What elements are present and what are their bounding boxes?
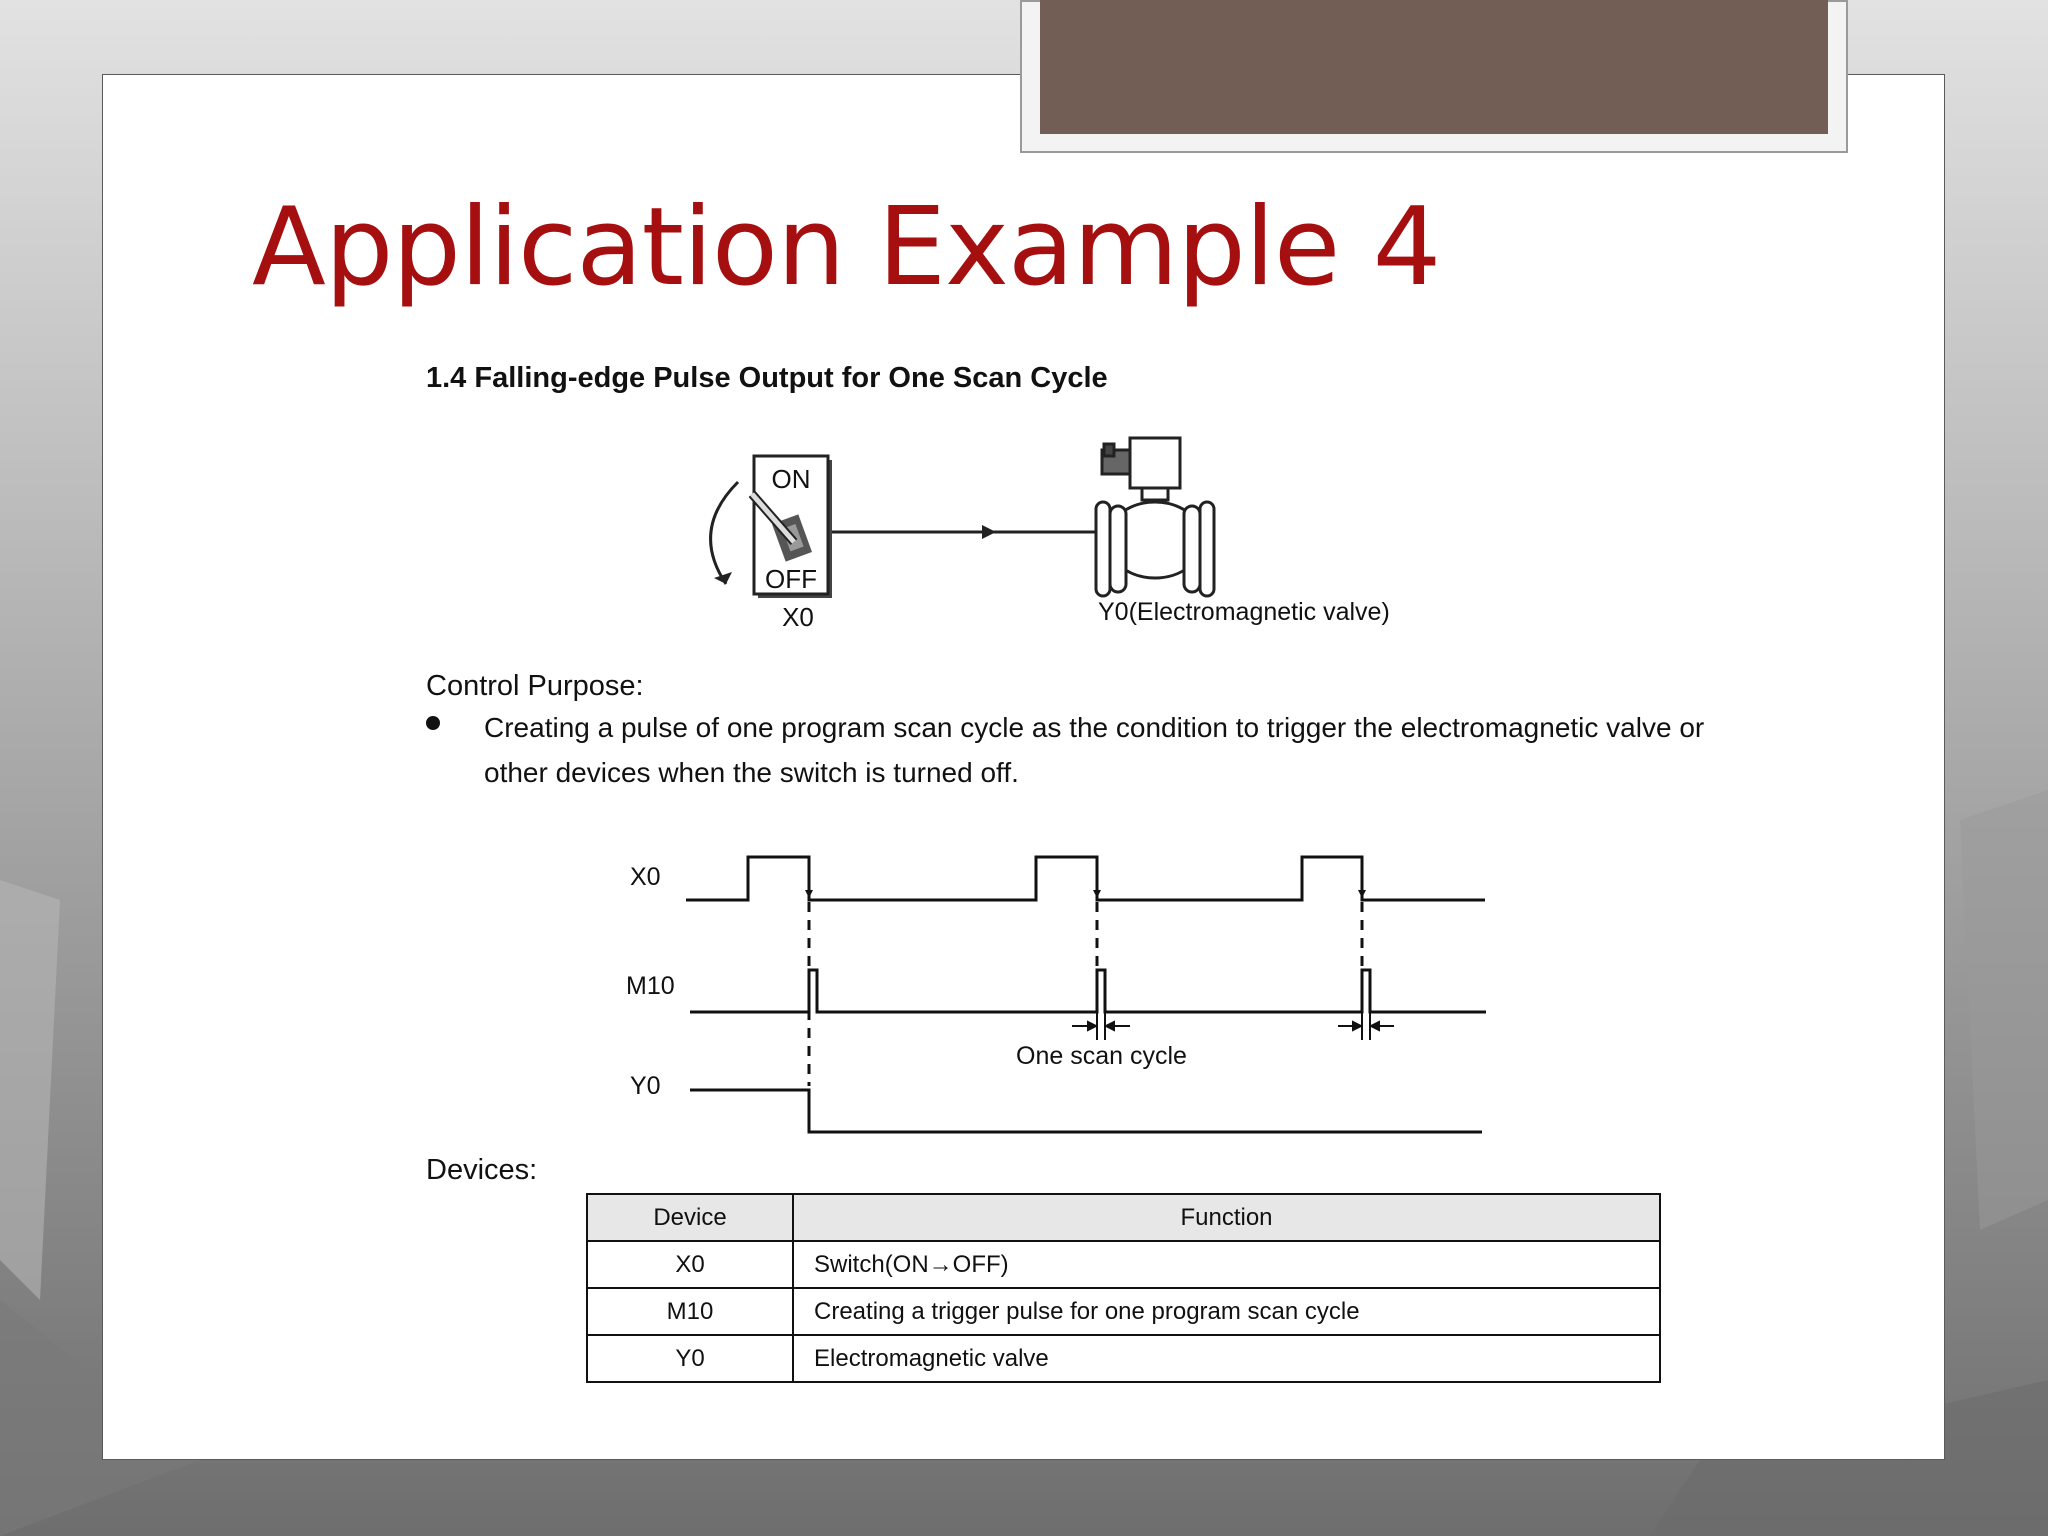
falling-edge-arrow-3: [1358, 890, 1366, 898]
signal-label-x0: X0: [630, 863, 661, 891]
devices-table: [586, 1193, 1661, 1383]
function-cell: Electromagnetic valve: [793, 1335, 1660, 1382]
slide-title: Application Example 4: [252, 185, 1441, 310]
signal-label-m10: M10: [626, 972, 675, 1000]
devices-heading: Devices:: [426, 1154, 538, 1186]
y0-waveform: [690, 1090, 1482, 1132]
timing-diagram: [610, 840, 1500, 1140]
signal-label-y0: Y0: [630, 1072, 661, 1100]
connection-arrowhead: [982, 525, 996, 539]
switch-valve-illustration: [690, 430, 1450, 640]
falling-edge-arrow-2: [1093, 890, 1101, 898]
control-purpose-heading: Control Purpose:: [426, 670, 644, 702]
falling-edge-arrows: [805, 890, 1366, 898]
scan-cycle-markers: [1072, 975, 1394, 1040]
x0-waveform: [686, 857, 1485, 900]
column-header-function: Function: [793, 1194, 1660, 1241]
function-cell: Switch(ON→OFF): [793, 1241, 1660, 1288]
column-header-device: Device: [587, 1194, 793, 1241]
falling-edge-arrow-1: [805, 890, 813, 898]
rotation-arrowhead: [714, 572, 732, 584]
table-row: [587, 1288, 1660, 1335]
rotation-arrow: [711, 482, 738, 584]
valve-label: Y0(Electromagnetic valve): [1098, 598, 1390, 626]
valve-icon: [1096, 438, 1214, 596]
table-header-row: [587, 1194, 1660, 1241]
bullet-icon: [426, 716, 440, 730]
section-heading: 1.4 Falling-edge Pulse Output for One Scan Cycle: [426, 362, 1108, 394]
device-cell: Y0: [587, 1335, 793, 1382]
control-purpose-line-2: other devices when the switch is turned off.: [484, 757, 1019, 788]
switch-off-label: OFF: [765, 564, 817, 594]
title-tab-accent: [1040, 0, 1828, 134]
device-cell: X0: [587, 1241, 793, 1288]
device-cell: M10: [587, 1288, 793, 1335]
scan-cycle-annotation: One scan cycle: [1016, 1042, 1187, 1070]
switch-name-label: X0: [782, 602, 814, 632]
control-purpose-line-1: Creating a pulse of one program scan cycle as the condition to trigger the electromagnetic valve or: [484, 712, 1705, 743]
m10-waveform: [690, 970, 1486, 1012]
switch-on-label: ON: [771, 464, 811, 494]
table-row: [587, 1335, 1660, 1382]
function-cell: Creating a trigger pulse for one program scan cycle: [793, 1288, 1660, 1335]
table-row: [587, 1241, 1660, 1288]
